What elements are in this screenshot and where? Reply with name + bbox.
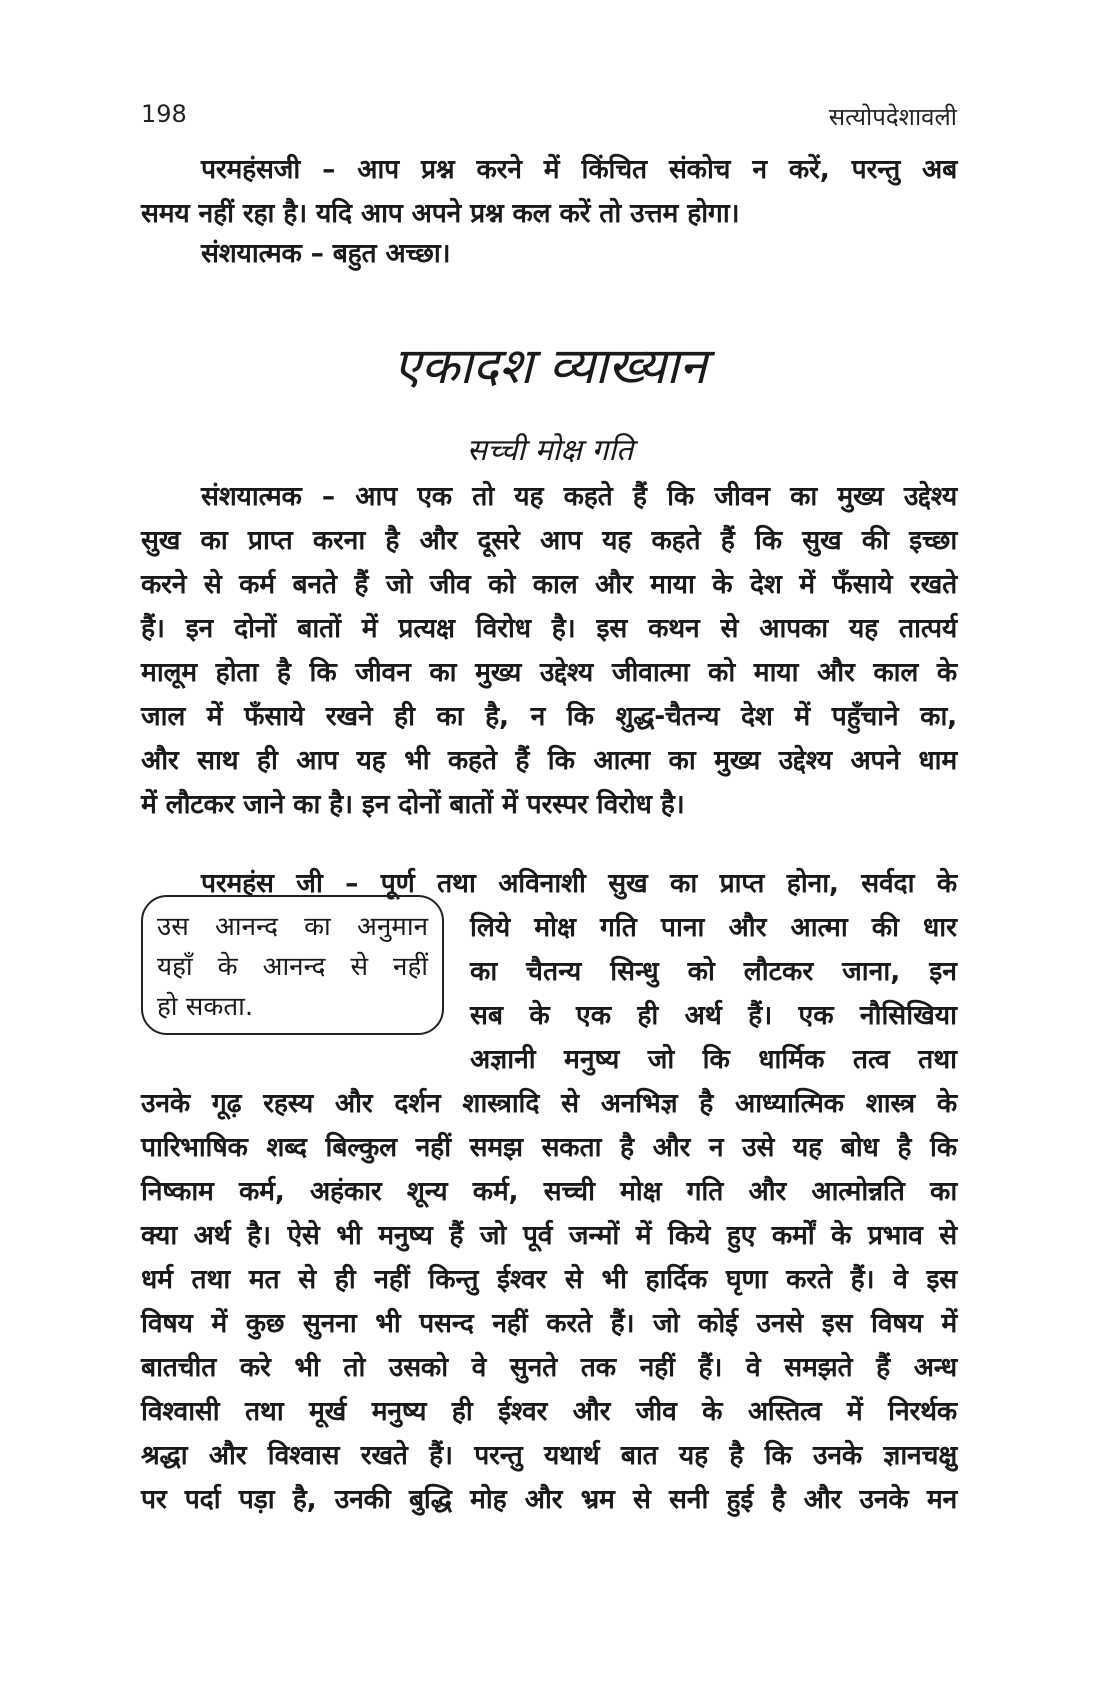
paragraph-question (141, 475, 957, 827)
page-header (141, 100, 957, 140)
text-line: निष्काम कर्म, अहंकार शून्य कर्म, सच्ची मोक्ष गति और आत्मोन्नति का (141, 1176, 957, 1207)
text-line: सब के एक ही अर्थ हैं। एक नौसिखिया (470, 1000, 957, 1031)
text-line: संशयात्मक – बहुत अच्छा। (201, 238, 451, 269)
page-number: 198 (141, 100, 187, 128)
text-line: करने से कर्म बनते हैं जो जीव को काल और माया के देश में फँसाये रखते (141, 569, 957, 600)
text-line: धर्म तथा मत से ही नहीं किन्तु ईश्वर से भी हार्दिक घृणा करते हैं। वे इस (141, 1264, 957, 1295)
text-line: सुख का प्राप्त करना है और दूसरे आप यह कहते हैं कि सुख की इच्छा (141, 525, 957, 556)
text-line: श्रद्धा और विश्वास रखते हैं। परन्तु यथार्थ बात यह है कि उनके ज्ञानचक्षु (141, 1440, 957, 1471)
text-line: पारिभाषिक शब्द बिल्कुल नहीं समझ सकता है और न उसे यह बोध है कि (141, 1132, 957, 1163)
text-line: संशयात्मक – आप एक तो यह कहते हैं कि जीवन का मुख्य उद्देश्य (201, 481, 957, 512)
chapter-subtitle: सच्ची मोक्ष गति (466, 433, 634, 468)
text-line: अज्ञानी मनुष्य जो कि धार्मिक तत्व तथा (470, 1044, 957, 1075)
text-line: विषय में कुछ सुनना भी पसन्द नहीं करते हैं। जो कोई उनसे इस विषय में (141, 1308, 957, 1339)
text-line: जाल में फँसाये रखने ही का है, न कि शुद्ध-चैतन्य देश में पहुँचाने का, (141, 701, 957, 732)
text-line: मालूम होता है कि जीवन का मुख्य उद्देश्य जीवात्मा को माया और काल के (141, 657, 957, 688)
chapter-title: एकादश व्याख्यान (393, 337, 707, 395)
callout-line: उस आनन्द का अनुमान (157, 912, 428, 942)
text-line: पर पर्दा पड़ा है, उनकी बुद्धि मोह और भ्रम से सनी हुई है और उनके मन (141, 1484, 957, 1515)
paragraph-paramhans-reply (141, 148, 957, 236)
text-line: समय नहीं रहा है। यदि आप अपने प्रश्न कल करें तो उत्तम होगा। (141, 198, 740, 229)
text-line: विश्वासी तथा मूर्ख मनुष्य ही ईश्वर और जीव के अस्तित्व में निरर्थक (141, 1396, 957, 1427)
text-line: में लौटकर जाने का है। इन दोनों बातों में परस्पर विरोध है। (141, 789, 685, 820)
paragraph-answer-continued (141, 1082, 957, 1522)
text-line: लिये मोक्ष गति पाना और आत्मा की धार (470, 912, 957, 943)
text-line: क्या अर्थ है। ऐसे भी मनुष्य हैं जो पूर्व जन्मों में किये हुए कर्मों के प्रभाव से (141, 1220, 957, 1251)
text-line: परमहंसजी – आप प्रश्न करने में किंचित संकोच न करें, परन्तु अब (201, 154, 957, 185)
text-line: बातचीत करे भी तो उसको वे सुनते तक नहीं हैं। वे समझते हैं अन्ध (141, 1352, 957, 1383)
text-line: परमहंस जी – पूर्ण तथा अविनाशी सुख का प्राप्त होना, सर्वदा के (201, 868, 957, 899)
text-line: और साथ ही आप यह भी कहते हैं कि आत्मा का मुख्य उद्देश्य अपने धाम (141, 745, 957, 776)
running-title: सत्योपदेशावली (828, 103, 957, 131)
text-line: हैं। इन दोनों बातों में प्रत्यक्ष विरोध है। इस कथन से आपका यह तात्पर्य (141, 613, 957, 644)
callout-line: यहाँ के आनन्द से नहीं (157, 952, 428, 982)
text-line: का चैतन्य सिन्धु को लौटकर जाना, इन (470, 956, 957, 987)
text-line: उनके गूढ़ रहस्य और दर्शन शास्त्रादि से अनभिज्ञ है आध्यात्मिक शास्त्र के (141, 1088, 957, 1119)
paragraph-answer-wrapped (470, 906, 957, 1082)
callout-box (141, 895, 444, 1035)
callout-line: हो सकता. (157, 992, 254, 1022)
paragraph-sanshayatmak-reply (141, 232, 957, 276)
